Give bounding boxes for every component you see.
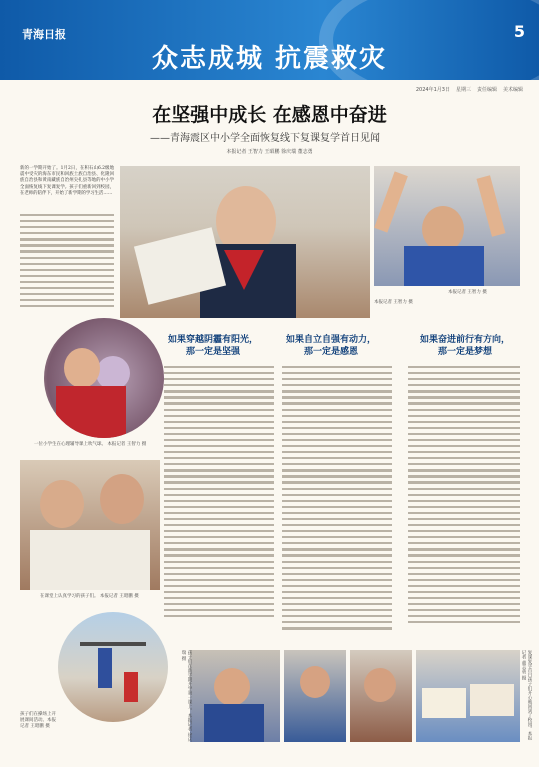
photo-girl-reading [120,166,370,318]
lead-text-continued [20,214,114,314]
column-3-heading-line1: 如果奋进前行有方向， [419,335,510,345]
photo-girl-writing [350,650,412,742]
dateline [416,86,523,93]
caption-top-right: 本报记者 王智力 摄 [448,290,487,295]
caption-classroom-vertical: 孩子们在新学期开学第一课上。本报记者 徐庆瑞 摄 [181,650,192,742]
issue-weekday: 星期三 [455,87,471,93]
column-2-heading [276,334,386,358]
lead-paragraph: 新的一学期开始了。1月2日，在积石山6.2级地震中受灾的海东市民和回族土族自治县、化隆回族自治县和黄南藏族自治州尖扎县等地的中小学全面恢复线下复课复学。孩子们重新回到校园，在老师的陪伴下，开始了新学期的学习生活…… [20,166,114,196]
column-2-heading-line1: 如果自立自强有动力， [285,335,376,345]
photo-girl-balloon [44,318,164,438]
caption-balloon: 一位小学生在心理辅导课上吹气球。 本报记者 王智力 摄 [34,442,147,447]
photo-students-desk [284,650,346,742]
designer-label: 美术编辑 [502,87,523,93]
column-1-heading-line1: 如果穿越阴霾有阳光， [167,335,258,345]
section-title: 众志成城 抗震救灾 [151,44,388,74]
column-1-heading [158,334,268,358]
photo-drawings [416,650,520,742]
column-3-body [408,366,520,636]
section-banner [0,0,539,80]
column-3-heading-line2: 那一定是梦想 [437,347,492,357]
column-2-heading-line2: 那一定是感恩 [303,347,358,357]
photo-playground [58,612,168,722]
caption-reading: 在课堂上认真学习的孩子们。 本报记者 王昭鹏 摄 [40,594,139,599]
photo-students-raising-hands [374,166,520,286]
column-1-heading-line2: 那一定是坚强 [185,347,240,357]
issue-date: 2024年1月3日 [415,87,450,93]
article-byline: 本报记者 王智力 王昭鹏 徐庆瑞 董志勇 [226,149,313,155]
photo-girls-reading [20,460,160,590]
article-headline: 在坚强中成长 在感恩中奋进 [152,104,387,126]
masthead-name: 青海日报 [22,28,66,41]
column-1-body [164,366,274,630]
caption-top-right-2: 本报记者 王智力 摄 [374,300,413,305]
column-2-body [282,366,392,640]
photo-classroom-bottom-left [190,650,280,742]
caption-right-vertical: 复课复学首日孩子们开心地回到了校园。本报记者 董志勇 摄 [521,650,532,740]
column-3-heading [410,334,520,358]
caption-playground: 孩子们在操场上开展课间活动。本报记者 王昭鹏 摄 [20,712,56,729]
editor-label: 责任编辑 [476,87,497,93]
article-subheadline: ——青海震区中小学全面恢复线下复课复学首日见闻 [150,133,380,144]
page-number: 5 [513,22,525,41]
